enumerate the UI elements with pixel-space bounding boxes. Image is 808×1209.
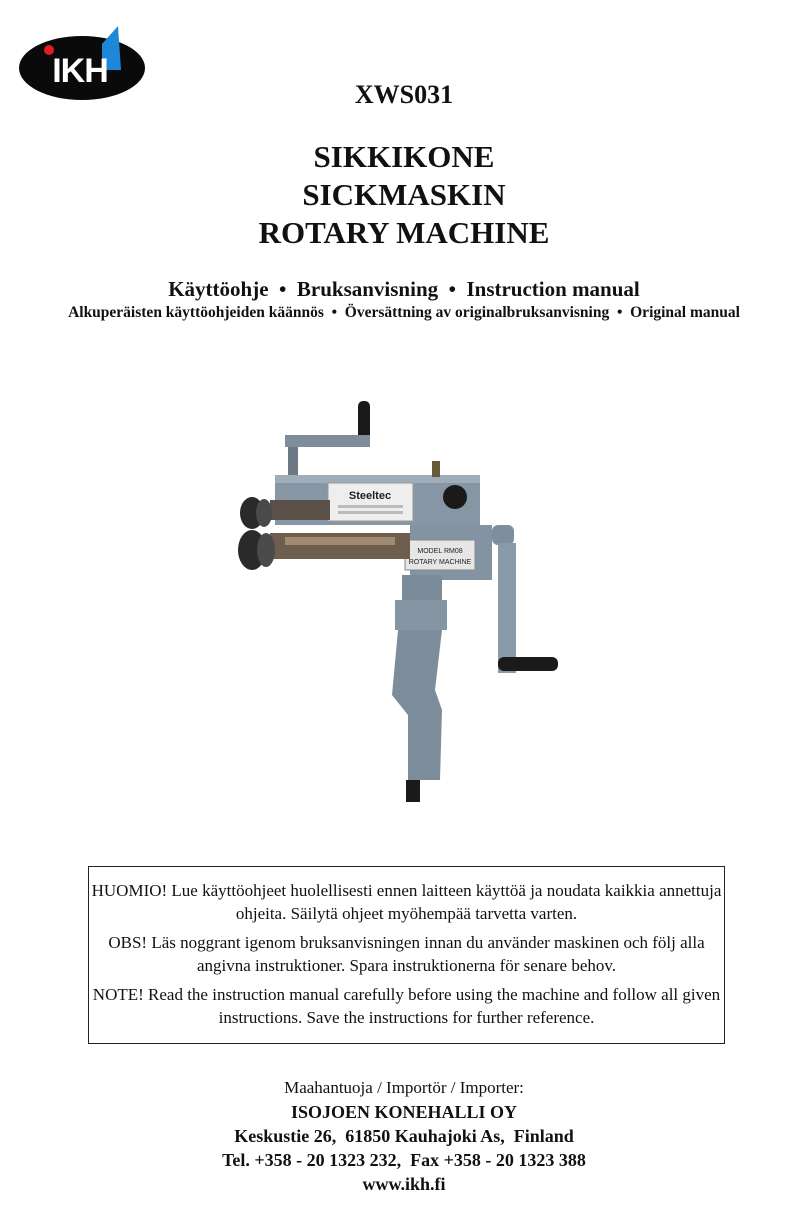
importer-company: ISOJOEN KONEHALLI OY (290, 1102, 518, 1122)
brand-text: Steeltec (348, 490, 392, 502)
plate-line1: MODEL RM08 (417, 548, 463, 555)
manual-subtitle: Käyttöohje • Bruksanvisning • Instruction manual (168, 277, 640, 301)
notice-finnish: HUOMIO! Lue käyttöohjeet huolellisesti ennen laitteen käyttöä ja noudata kaikkia annettuja ohjeita. Säilytä ohjeet myöhempää tarvetta varten. (91, 881, 722, 923)
title-english: ROTARY MACHINE (258, 215, 550, 250)
importer-web[interactable]: www.ikh.fi (362, 1174, 446, 1194)
importer-label: Maahantuoja / Importör / Importer: (284, 1078, 524, 1097)
product-titles (0, 138, 808, 252)
model-code: XWS031 (354, 80, 454, 109)
plate-line2: ROTARY MACHINE (408, 559, 472, 566)
title-swedish: SICKMASKIN (302, 177, 506, 212)
notice-english: NOTE! Read the instruction manual carefully before using the machine and follow all given instructions. Save the instructions for further reference. (92, 985, 721, 1027)
logo-text: IKH (52, 52, 108, 90)
rotary-machine-image (230, 395, 575, 815)
importer-info (0, 1076, 808, 1196)
title-finnish: SIKKIKONE (313, 139, 495, 174)
importer-address: Keskustie 26, 61850 Kauhajoki As, Finland (234, 1126, 574, 1146)
safety-notice (88, 866, 725, 1044)
notice-swedish: OBS! Läs noggrant igenom bruksanvisningen innan du använder maskinen och följ alla angivna instruktioner. Spara instruktionerna för senare behov. (108, 933, 705, 975)
importer-phone: Tel. +358 - 20 1323 232, Fax +358 - 20 1323 388 (222, 1150, 586, 1170)
translation-subtitle: Alkuperäisten käyttöohjeiden käännös • Översättning av originalbruksanvisning • Original manual (68, 304, 740, 321)
